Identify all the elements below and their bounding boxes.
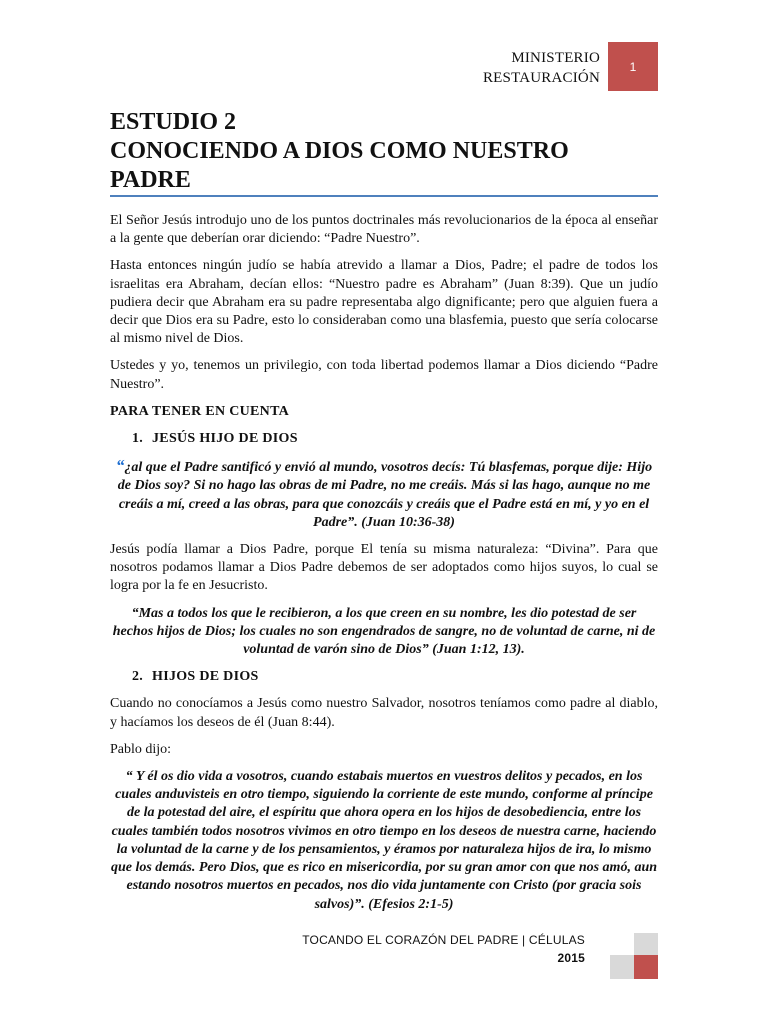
list-item-1-number: 1. xyxy=(132,431,144,447)
running-header xyxy=(483,48,600,88)
list-item-2-heading xyxy=(110,668,658,686)
list-item-1-heading xyxy=(110,430,658,448)
paragraph-divine-nature: Jesús podía llamar a Dios Padre, porque El tenía su misma naturaleza: “Divina”. Para que nosotros podamos llamar a Dios Padre debemos de ser adoptados como hijos suyos, lo cual se logra por la fe en Jesucristo. xyxy=(110,542,658,594)
footer-year: 2015 xyxy=(557,951,585,965)
footer-title: TOCANDO EL CORAZÓN DEL PADRE | CÉLULAS xyxy=(302,933,585,947)
paragraph-privilege: Ustedes y yo, tenemos un privilegio, con toda libertad podemos llamar a Dios diciendo “Padre Nuestro”. xyxy=(110,358,658,392)
list-item-2-title: HIJOS DE DIOS xyxy=(152,669,259,685)
quote-juan-10 xyxy=(110,457,658,532)
footer-decor-square-gray-bottom xyxy=(610,955,634,979)
quote-efesios-2: “ Y él os dio vida a vosotros, cuando estabais muertos en vuestros delitos y pecados, en los cuales anduvisteis en otro tiempo, siguiendo la corriente de este mundo, conforme al príncipe de la potestad del aire, el espíritu que ahora opera en los hijos de desobediencia, entre los cuales también todos nosotros vivimos en otro tiempo en los deseos de nuestra carne, haciendo la voluntad de la carne y de los pensamientos, y éramos por naturaleza hijos de ira, lo mismo que los demás. Pero Dios, que es rico en misericordia, por su gran amor con que nos amó, aun estando nosotros muertos en pecados, nos dio vida juntamente con Cristo (por gracia sois salvos)”. (Efesios 2:1-5) xyxy=(110,769,658,912)
footer-decor-square-red xyxy=(634,955,658,979)
section-heading: PARA TENER EN CUENTA xyxy=(110,403,290,419)
footer-decor-square-gray-top xyxy=(634,933,658,957)
running-footer xyxy=(300,931,585,967)
title-underline xyxy=(110,195,658,197)
paragraph-before-salvation: Cuando no conocíamos a Jesús como nuestro Salvador, nosotros teníamos como padre al diablo, y hacíamos los deseos de él (Juan 8:44). xyxy=(110,696,658,730)
header-line-ministerio: MINISTERIO xyxy=(511,50,600,66)
paragraph-intro: El Señor Jesús introdujo uno de los puntos doctrinales más revolucionarios de la época al enseñar a la gente que deberían orar diciendo: “Padre Nuestro”. xyxy=(110,213,658,247)
list-item-1-title: JESÚS HIJO DE DIOS xyxy=(152,431,298,447)
document-body xyxy=(110,212,658,914)
title-line-1: ESTUDIO 2 xyxy=(110,109,237,135)
page-number: 1 xyxy=(629,59,637,74)
header-line-restauracion: RESTAURACIÓN xyxy=(482,70,600,86)
paragraph-pablo-dijo: Pablo dijo: xyxy=(110,741,172,757)
quote-open-mark: “ xyxy=(115,456,125,476)
list-item-2-number: 2. xyxy=(132,669,144,685)
paragraph-history: Hasta entonces ningún judío se había atrevido a llamar a Dios, Padre; el padre de todos los israelitas era Abraham, decían ellos: “Nuestro padre es Abraham” (Juan 8:39). Que un judío pudiera decir que Abraham era su padre representaba algo dignificante; pero que alguien fuera a decir que Dios era su Padre, esto lo consideraban como una blasfemia, puesto que sería colocarse al mismo nivel de Dios. xyxy=(110,258,658,347)
document-title xyxy=(110,108,660,195)
quote-juan-1: “Mas a todos los que le recibieron, a los que creen en su nombre, les dio potestad de ser hechos hijos de Dios; los cuales no son engendrados de sangre, no de voluntad de carne, ni de voluntad de varón sino de Dios” (Juan 1:12, 13). xyxy=(112,605,656,658)
page-number-badge xyxy=(608,42,658,91)
quote-juan-10-text: ¿al que el Padre santificó y envió al mundo, vosotros decís: Tú blasfemas, porque dije: Hijo de Dios soy? Si no hago las obras de mi Padre, no me creáis. Más si las hago, aunque no me creáis a mí, creed a las obras, para que conozcáis y creáis que el Padre está en mí, y yo en el Padre”. (Juan 10:36-38) xyxy=(117,460,653,530)
title-line-3: PADRE xyxy=(110,167,191,193)
title-line-2: CONOCIENDO A DIOS COMO NUESTRO xyxy=(110,138,569,164)
